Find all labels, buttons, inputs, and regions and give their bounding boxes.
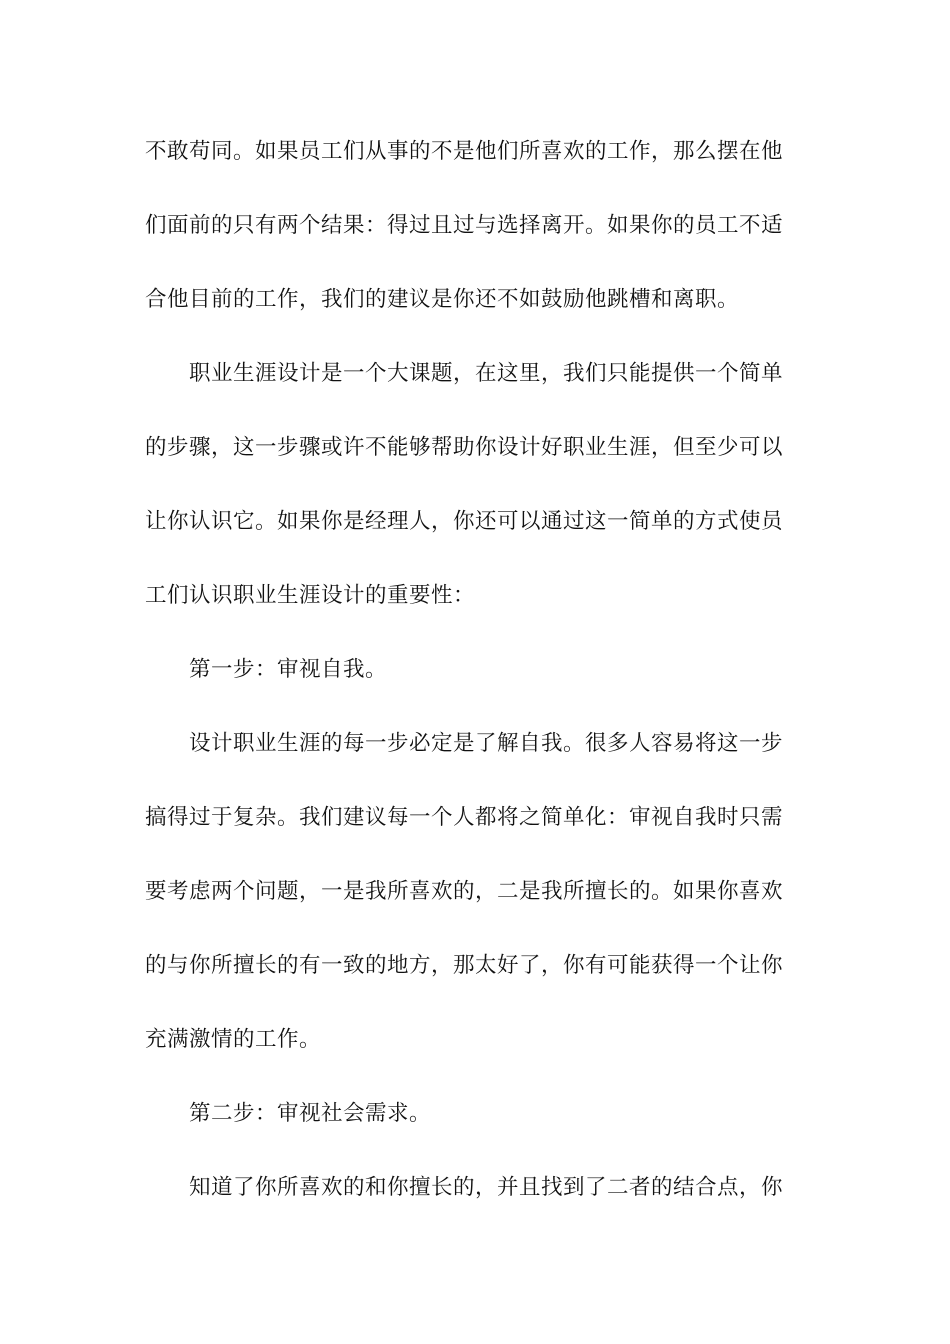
text-line: 的步骤，这一步骤或许不能够帮助你设计好职业生涯，但至少可以 — [145, 435, 784, 460]
text-line: 让你认识它。如果你是经理人，你还可以通过这一简单的方式使员 — [145, 509, 784, 534]
paragraph-first-line: 职业生涯设计是一个大课题，在这里，我们只能提供一个简单 — [189, 361, 784, 386]
paragraph-first-line: 设计职业生涯的每一步必定是了解自我。很多人容易将这一步 — [189, 731, 784, 756]
text-line: 工们认识职业生涯设计的重要性： — [145, 583, 476, 608]
text-line: 搞得过于复杂。我们建议每一个人都将之简单化：审视自我时只需 — [145, 805, 784, 830]
text-line: 的与你所擅长的有一致的地方，那太好了，你有可能获得一个让你 — [145, 953, 784, 978]
text-line: 不敢苟同。如果员工们从事的不是他们所喜欢的工作，那么摆在他 — [145, 139, 784, 164]
text-line: 们面前的只有两个结果：得过且过与选择离开。如果你的员工不适 — [145, 213, 784, 238]
text-line: 充满激情的工作。 — [145, 1027, 322, 1052]
text-line: 合他目前的工作，我们的建议是你还不如鼓励他跳槽和离职。 — [145, 287, 740, 312]
step-heading: 第一步：审视自我。 — [189, 657, 388, 682]
step-heading: 第二步：审视社会需求。 — [189, 1101, 432, 1126]
paragraph-first-line: 知道了你所喜欢的和你擅长的，并且找到了二者的结合点，你 — [189, 1175, 784, 1200]
text-line: 要考虑两个问题，一是我所喜欢的，二是我所擅长的。如果你喜欢 — [145, 879, 784, 904]
